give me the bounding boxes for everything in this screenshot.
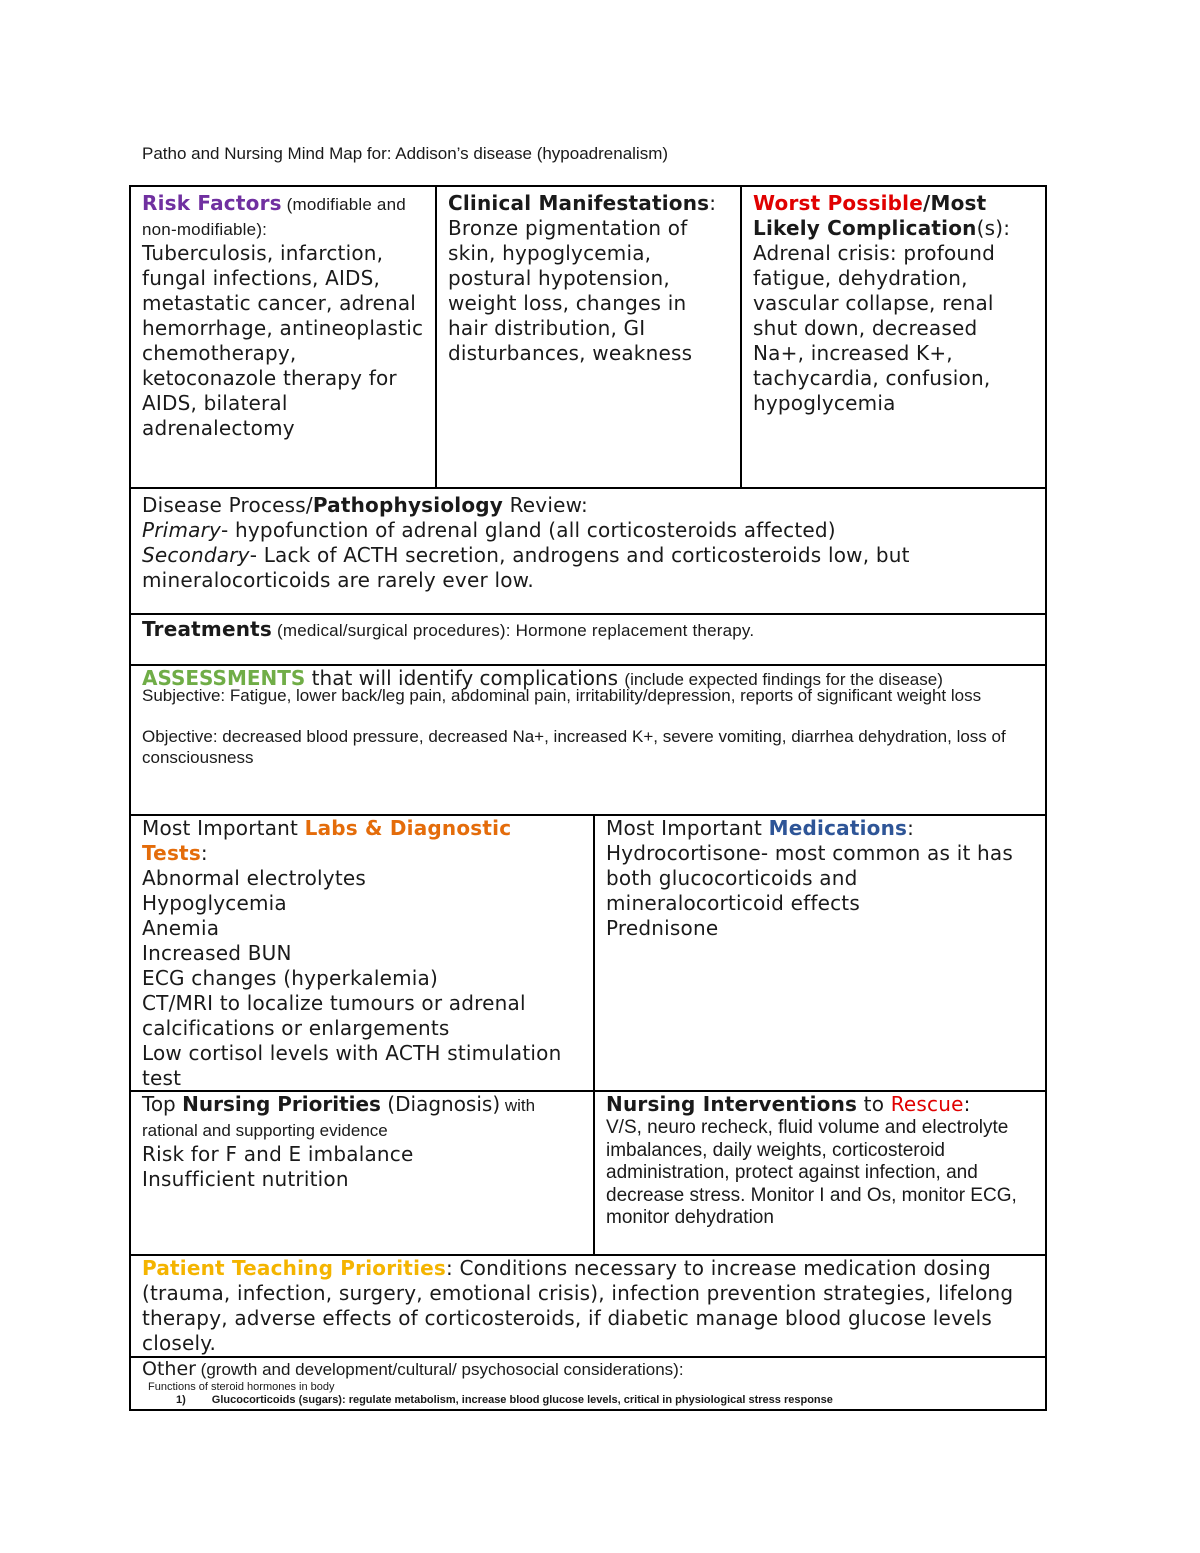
treatments-heading: Treatments — [142, 617, 273, 641]
clinical-manifestations-cell — [437, 187, 740, 366]
assessments-qualifier: (include expected findings for the disease) — [624, 670, 943, 689]
medications-cell — [595, 816, 1045, 941]
lab-item: ECG changes (hyperkalemia) — [142, 966, 439, 990]
priority-item: Insufficient nutrition — [142, 1167, 349, 1191]
interventions-body: V/S, neuro recheck, fluid volume and electrolyte imbalances, daily weights, corticosteroid administration, protect against infection, and decrease stress. Monitor I and Os, monitor ECG, monitor dehydration — [606, 1117, 1017, 1228]
treatments-cell — [131, 615, 1045, 642]
priorities-prefix: Top — [142, 1092, 183, 1116]
lab-item: CT/MRI to localize tumours or adrenal calcifications or enlargements — [142, 991, 526, 1040]
medication-item: Hydrocortisone- most common as it has both glucocorticoids and mineralocorticoid effects — [606, 841, 1013, 915]
interventions-rescue: Rescue — [890, 1092, 964, 1116]
treatments-qualifier: (medical/surgical procedures): — [272, 621, 511, 640]
teaching-body: : Conditions necessary to increase medication dosing (trauma, infection, surgery, emotional crisis), infection prevention strategies, lifelong therapy, adverse effects of corticosteroids, if diabetic manage blood glucose levels closely. — [142, 1256, 1014, 1355]
complication-cell — [742, 187, 1045, 416]
patho-heading-a: Disease Process/ — [142, 493, 313, 517]
secondary-text: - Lack of ACTH secretion, androgens and corticosteroids low, but mineralocorticoids are rarely ever low. — [142, 543, 910, 592]
primary-label: Primary — [142, 518, 222, 542]
medications-prefix: Most Important — [606, 816, 769, 840]
other-qualifier: (growth and development/cultural/ psychosocial considerations): — [195, 1360, 684, 1379]
complication-heading: /Most Likely Complication — [753, 191, 987, 240]
interventions-to: to — [857, 1092, 891, 1116]
treatments-body: Hormone replacement therapy. — [510, 621, 755, 640]
clinical-body: Bronze pigmentation of skin, hypoglycemia, postural hypotension, weight loss, changes in hair distribution, GI disturbances, weakness — [448, 216, 693, 365]
labs-list — [142, 866, 583, 1091]
lab-item: Hypoglycemia — [142, 891, 287, 915]
other-line1: Functions of steroid hormones in body — [148, 1381, 335, 1393]
labs-cell — [131, 816, 593, 1091]
nursing-interventions-cell — [595, 1092, 1045, 1230]
lab-item: Abnormal electrolytes — [142, 866, 366, 890]
medications-list — [606, 841, 1035, 941]
patho-heading-b: Pathophysiology — [312, 493, 504, 517]
subjective-text: Subjective: Fatigue, lower back/leg pain, abdominal pain, irritability/depression, reports of significant weight loss — [142, 686, 982, 705]
other-line2-text: Glucocorticoids (sugars): regulate metabolism, increase blood glucose levels, critical in physiological stress response — [211, 1394, 833, 1406]
primary-text: - hypofunction of adrenal gland (all corticosteroids affected) — [221, 518, 836, 542]
clinical-colon: : — [709, 191, 717, 215]
priorities-rest: (Diagnosis) — [380, 1092, 501, 1116]
priority-item: Risk for F and E imbalance — [142, 1142, 414, 1166]
page-title: Patho and Nursing Mind Map for: Addison’s disease (hypoadrenalism) — [142, 144, 669, 163]
lab-item: Increased BUN — [142, 941, 292, 965]
secondary-label: Secondary — [142, 543, 250, 567]
risk-factors-heading: Risk Factors — [142, 191, 282, 215]
teaching-heading: Patient Teaching Priorities — [142, 1256, 446, 1280]
nursing-priorities-cell — [131, 1092, 593, 1192]
medications-heading: Medications — [768, 816, 908, 840]
risk-factors-qualifier: (modifiable and non-modifiable): — [142, 195, 406, 239]
complication-body: Adrenal crisis: profound fatigue, dehydration, vascular collapse, renal shut down, decreased Na+, increased K+, tachycardia, confusion, hypoglycemia — [753, 241, 996, 415]
medication-item: Prednisone — [606, 916, 719, 940]
priorities-qualifier: with rational and supporting evidence — [142, 1096, 536, 1140]
other-cell — [131, 1358, 1045, 1407]
clinical-heading: Clinical Manifestations — [448, 191, 710, 215]
lab-item: Anemia — [142, 916, 220, 940]
risk-factors-body: Tuberculosis, infarction, fungal infections, AIDS, metastatic cancer, adrenal hemorrhage, antineoplastic chemotherapy, ketoconazole therapy for AIDS, bilateral adrenalectomy — [142, 241, 424, 440]
other-heading: Other — [142, 1358, 196, 1380]
pathophysiology-cell — [131, 489, 1045, 593]
objective-text: Objective: decreased blood pressure, decreased Na+, increased K+, severe vomiting, diarrhea dehydration, loss of consciousness — [142, 727, 1006, 767]
patho-heading-c: Review: — [503, 493, 588, 517]
patient-teaching-cell — [131, 1256, 1045, 1356]
complication-heading-red: Worst Possible — [753, 191, 923, 215]
medications-colon: : — [907, 816, 915, 840]
priorities-list — [142, 1142, 583, 1192]
risk-factors-cell — [131, 187, 435, 441]
labs-prefix: Most Important — [142, 816, 305, 840]
priorities-heading: Nursing Priorities — [182, 1092, 381, 1116]
assessments-heading-rest: that will identify complications — [305, 666, 625, 690]
lab-item: Low cortisol levels with ACTH stimulation test — [142, 1041, 562, 1090]
assessments-heading: ASSESSMENTS — [142, 666, 306, 690]
assessments-cell — [131, 666, 1045, 768]
complication-suffix: (s): — [976, 216, 1011, 240]
labs-heading: Labs & Diagnostic Tests — [142, 816, 512, 865]
other-line2-num: 1) — [176, 1394, 186, 1406]
interventions-colon: : — [963, 1092, 971, 1116]
interventions-heading: Nursing Interventions — [606, 1092, 858, 1116]
labs-colon: : — [200, 841, 208, 865]
